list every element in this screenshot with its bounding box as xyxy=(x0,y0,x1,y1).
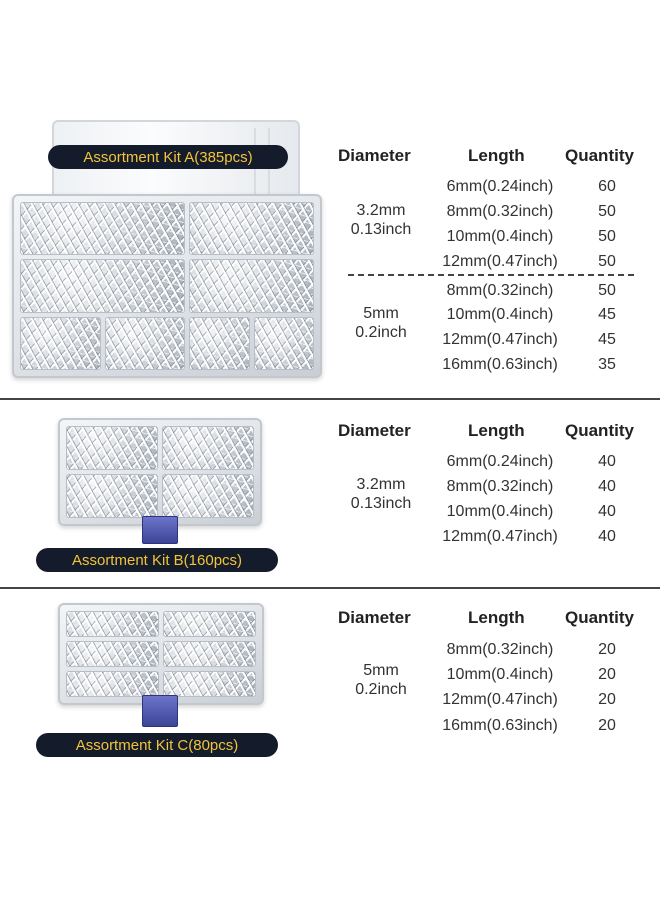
kit-a-section xyxy=(0,0,660,398)
length-cell: 10mm(0.4inch) xyxy=(446,666,554,683)
quantity-cell: 40 xyxy=(598,478,616,495)
length-cell: 10mm(0.4inch) xyxy=(446,503,554,520)
diameter-inch: 0.13inch xyxy=(350,495,412,512)
diameter-mm: 5mm xyxy=(363,662,399,679)
diameter-cell xyxy=(336,304,426,342)
quantity-cell: 50 xyxy=(598,203,616,220)
diameter-inch: 0.2inch xyxy=(355,681,407,698)
length-cell: 12mm(0.47inch) xyxy=(442,528,558,545)
quantity-cell: 40 xyxy=(598,528,616,545)
kit-b-label: Assortment Kit B(160pcs) xyxy=(36,548,278,572)
length-cell: 16mm(0.63inch) xyxy=(442,356,558,373)
length-cell: 12mm(0.47inch) xyxy=(442,331,558,348)
kit-b-section xyxy=(0,400,660,587)
quantity-cell: 50 xyxy=(598,282,616,299)
quantity-cell: 50 xyxy=(598,253,616,270)
quantity-cell: 45 xyxy=(598,331,616,348)
diameter-cell xyxy=(336,475,426,513)
quantity-cell: 20 xyxy=(598,691,616,708)
length-cell: 6mm(0.24inch) xyxy=(446,178,554,195)
length-cell: 16mm(0.63inch) xyxy=(442,717,558,734)
quantity-cell: 20 xyxy=(598,666,616,683)
group-divider xyxy=(348,274,634,276)
kit-c-label: Assortment Kit C(80pcs) xyxy=(36,733,278,757)
length-cell: 8mm(0.32inch) xyxy=(446,478,554,495)
quantity-header: Quantity xyxy=(565,421,634,440)
kit-c-section xyxy=(0,589,660,779)
quantity-cell: 20 xyxy=(598,641,616,658)
diameter-cell xyxy=(336,661,426,699)
quantity-cell: 40 xyxy=(598,453,616,470)
kit-b-rivet-box-image xyxy=(58,418,262,526)
length-header: Length xyxy=(468,421,525,440)
diameter-cell xyxy=(336,201,426,239)
length-cell: 12mm(0.47inch) xyxy=(442,691,558,708)
length-cell: 8mm(0.32inch) xyxy=(446,641,554,658)
kit-a-rivet-box-image xyxy=(12,194,322,378)
quantity-cell: 40 xyxy=(598,503,616,520)
diameter-header: Diameter xyxy=(338,608,411,627)
length-cell: 12mm(0.47inch) xyxy=(442,253,558,270)
length-cell: 6mm(0.24inch) xyxy=(446,453,554,470)
box-latch xyxy=(142,695,178,727)
length-cell: 10mm(0.4inch) xyxy=(446,306,554,323)
quantity-cell: 20 xyxy=(598,717,616,734)
kit-c-rivet-box-image xyxy=(58,603,264,705)
length-cell: 8mm(0.32inch) xyxy=(446,203,554,220)
quantity-cell: 45 xyxy=(598,306,616,323)
quantity-cell: 50 xyxy=(598,228,616,245)
diameter-header: Diameter xyxy=(338,146,411,165)
diameter-header: Diameter xyxy=(338,421,411,440)
diameter-inch: 0.13inch xyxy=(350,221,412,238)
diameter-mm: 3.2mm xyxy=(356,202,406,219)
quantity-cell: 60 xyxy=(598,178,616,195)
diameter-mm: 5mm xyxy=(363,305,399,322)
kit-a-label: Assortment Kit A(385pcs) xyxy=(48,145,288,169)
length-header: Length xyxy=(468,608,525,627)
quantity-cell: 35 xyxy=(598,356,616,373)
diameter-inch: 0.2inch xyxy=(355,324,407,341)
length-cell: 8mm(0.32inch) xyxy=(446,282,554,299)
length-cell: 10mm(0.4inch) xyxy=(446,228,554,245)
quantity-header: Quantity xyxy=(565,608,634,627)
box-latch xyxy=(142,516,178,544)
quantity-header: Quantity xyxy=(565,146,634,165)
diameter-mm: 3.2mm xyxy=(356,476,406,493)
length-header: Length xyxy=(468,146,525,165)
